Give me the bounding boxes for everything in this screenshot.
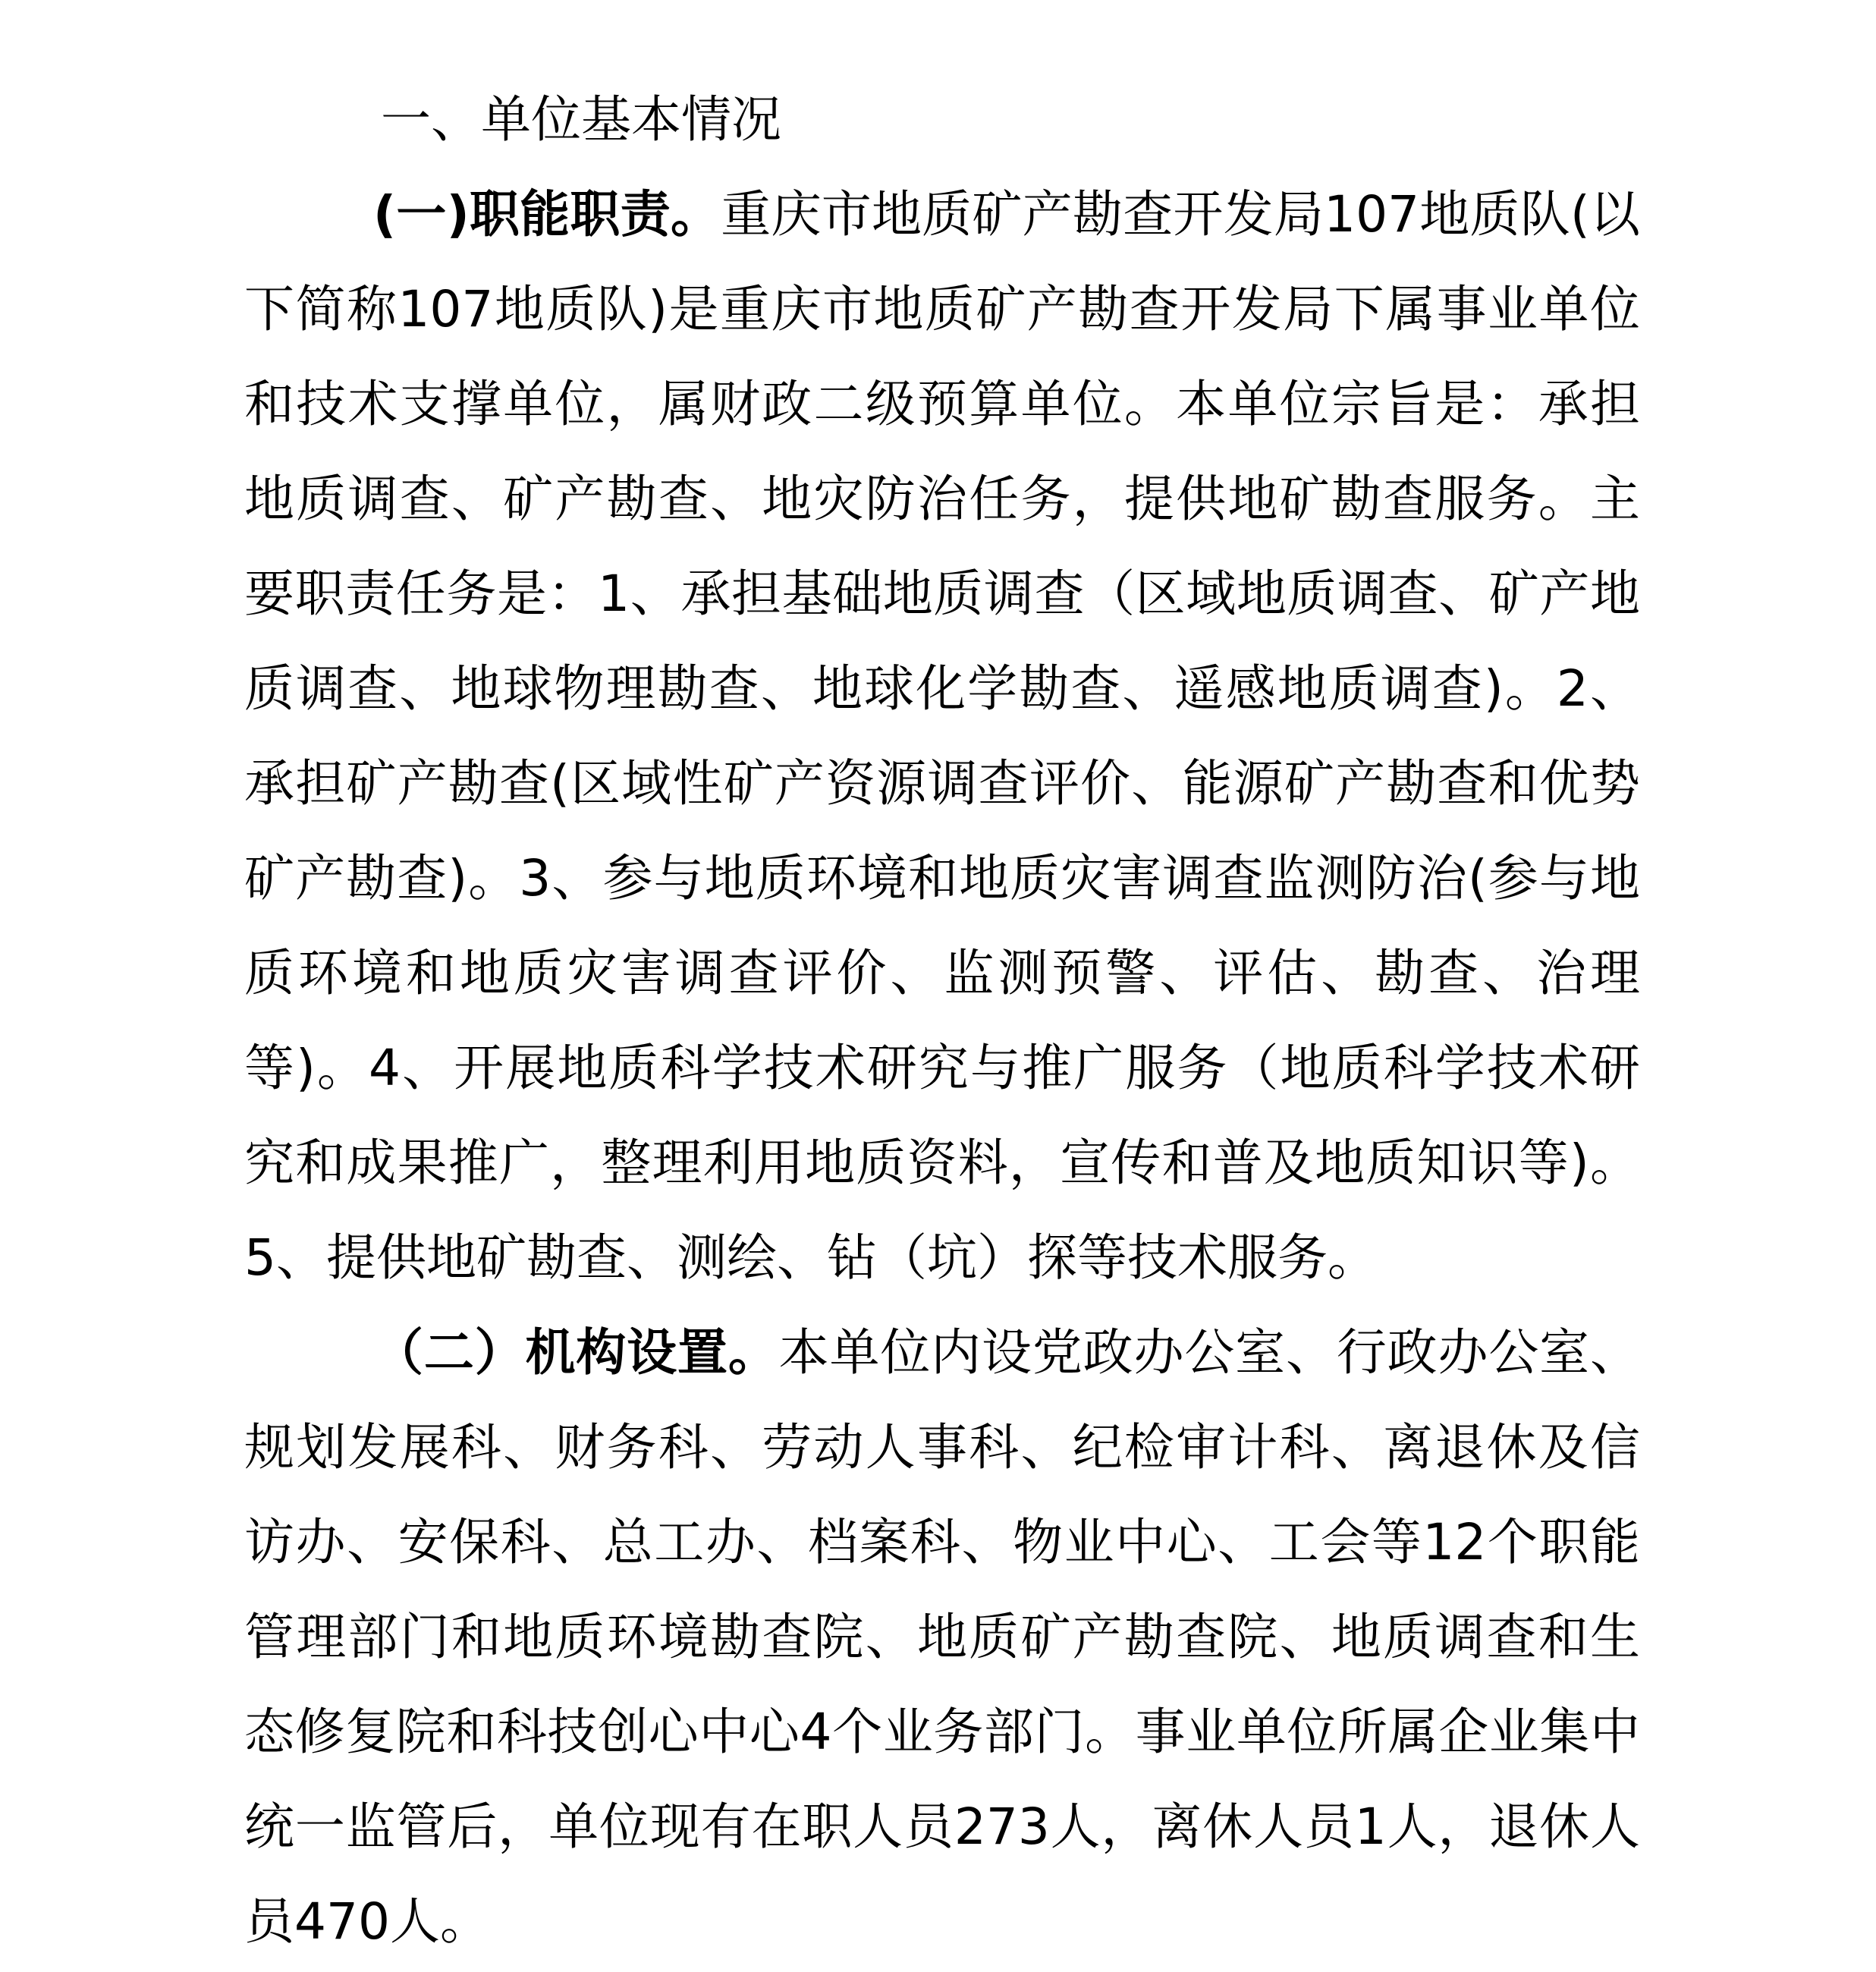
paragraph-body-organization: 本单位内设党政办公室、行政办公室、规划发展科、财务科、劳动人事科、纪检审计科、离退休及信访办、安保科、总工办、档案科、物业中心、工会等12个职能管理部门和地质环境勘查院、地质矿产勘查院、地质调查和生态修复院和科技创心中心4个业务部门。事业单位所属企业集中统一监管后，单位现有在职人员273人，离休人员1人，退休人员470人。	[244, 1323, 1641, 1951]
section-heading: 一、单位基本情况	[381, 90, 781, 149]
paragraph-functions	[244, 167, 1640, 1305]
paragraph-lead-functions: (一)职能职责。	[373, 185, 721, 244]
paragraph-organization	[244, 1305, 1640, 1969]
document-body	[244, 72, 1640, 1969]
paragraph-body-functions: 重庆市地质矿产勘查开发局107地质队(以下简称107地质队)是重庆市地质矿产勘查开发局下属事业单位和技术支撑单位，属财政二级预算单位。本单位宗旨是：承担地质调查、矿产勘查、地灾防治任务，提供地矿勘查服务。主要职责任务是：1、承担基础地质调查（区域地质调查、矿产地质调查、地球物理勘查、地球化学勘查、遥感地质调查)。2、承担矿产勘查(区域性矿产资源调查评价、能源矿产勘查和优势矿产勘查)。3、参与地质环境和地质灾害调查监测防治(参与地质环境和地质灾害调查评价、监测预警、评估、勘查、治理等)。4、开展地质科学技术研究与推广服务（地质科学技术研究和成果推广，整理利用地质资料，宣传和普及地质知识等)。5、提供地矿勘查、测绘、钻（坑）探等技术服务。	[244, 185, 1640, 1287]
paragraph-lead-organization: （二）机构设置。	[373, 1323, 779, 1382]
